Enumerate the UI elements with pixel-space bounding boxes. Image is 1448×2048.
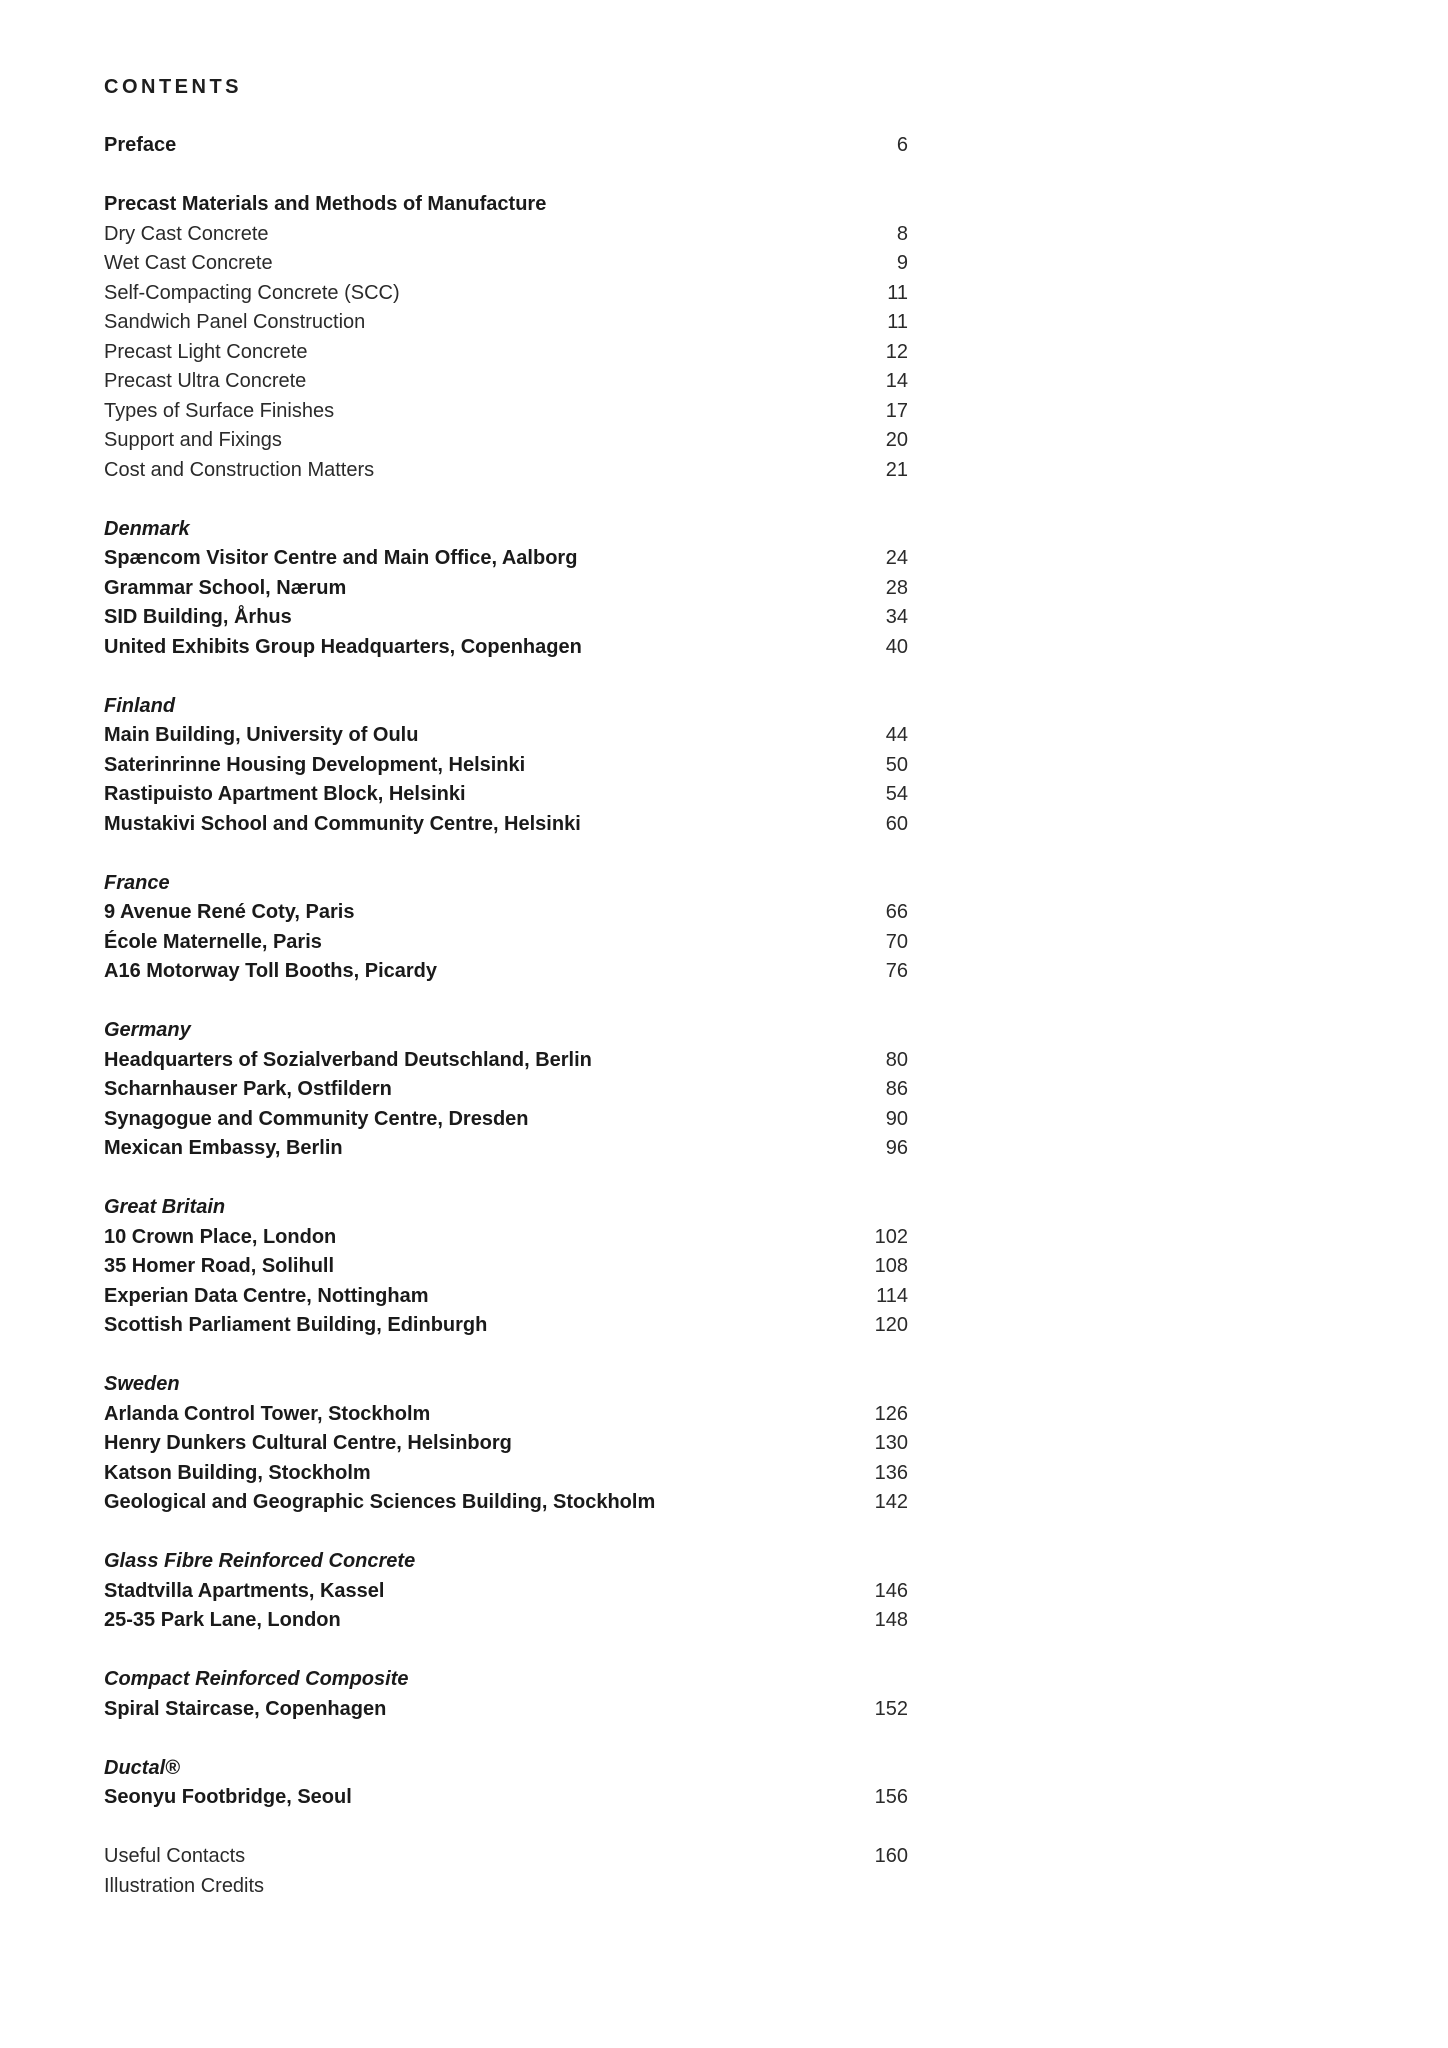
toc-section-heading xyxy=(104,1370,908,1400)
toc-entry-title: Precast Light Concrete xyxy=(104,340,308,363)
toc-entry-title: Support and Fixings xyxy=(104,429,282,451)
toc-entry xyxy=(104,603,908,633)
toc-entry-title: 25-35 Park Lane, London xyxy=(104,1609,341,1631)
toc-entry-title: A16 Motorway Toll Booths, Picardy xyxy=(104,960,438,982)
toc-page-number: 6 xyxy=(896,134,908,156)
toc-section-heading xyxy=(104,515,908,545)
toc-section-heading xyxy=(104,1016,908,1046)
toc-entry-title: Useful Contacts xyxy=(104,1845,246,1867)
toc-entry-title: Spiral Staircase, Copenhagen xyxy=(104,1697,387,1720)
toc-entry-title: Precast Materials and Methods of Manufacture xyxy=(104,193,547,215)
toc-page-number: 40 xyxy=(885,635,908,658)
toc-entry-title: Illustration Credits xyxy=(104,1874,265,1897)
toc-page-number: 152 xyxy=(874,1697,908,1720)
toc-page-number: 60 xyxy=(885,812,908,835)
toc-entry-title: Headquarters of Sozialverband Deutschland, Berlin xyxy=(104,1048,592,1071)
toc-entry-title: Great Britain xyxy=(104,1196,226,1218)
toc-page-number: 24 xyxy=(885,547,908,569)
toc-page-number: 160 xyxy=(874,1845,908,1867)
toc-entry xyxy=(104,1282,908,1312)
toc-page-number: 102 xyxy=(874,1225,908,1248)
toc-section-heading xyxy=(104,869,908,899)
toc-entry-title: Precast Ultra Concrete xyxy=(104,370,307,392)
toc-entry xyxy=(104,1842,908,1872)
toc-entry-title: Scottish Parliament Building, Edinburgh xyxy=(104,1314,488,1336)
toc-page-number: 126 xyxy=(874,1402,908,1425)
toc-page-number: 156 xyxy=(874,1786,908,1808)
toc-entry xyxy=(104,1459,908,1489)
toc-entry xyxy=(104,279,908,309)
toc-entry-title: Mexican Embassy, Berlin xyxy=(104,1137,343,1159)
toc-page-number: 146 xyxy=(874,1579,908,1602)
toc-entry xyxy=(104,338,908,368)
toc-page-number: 70 xyxy=(885,930,908,953)
toc-entry xyxy=(104,426,908,456)
toc-entry-title: Experian Data Centre, Nottingham xyxy=(104,1284,429,1307)
toc-entry-title: Finland xyxy=(104,694,176,717)
toc-page-number: 14 xyxy=(885,370,908,392)
toc-entry-title: Saterinrinne Housing Development, Helsinki xyxy=(104,753,526,776)
toc-entry-title: Stadtvilla Apartments, Kassel xyxy=(104,1579,385,1602)
toc-entry-title: Arlanda Control Tower, Stockholm xyxy=(104,1402,431,1425)
toc-entry-title: Grammar School, Nærum xyxy=(104,576,347,599)
toc-entry xyxy=(104,1311,908,1341)
toc-page-number: 108 xyxy=(874,1255,908,1277)
toc-entry xyxy=(104,1252,908,1282)
toc-page-number: 17 xyxy=(885,399,908,422)
toc-page-number: 136 xyxy=(874,1461,908,1484)
toc-page-number: 54 xyxy=(885,783,908,805)
toc-entry-title: Spæncom Visitor Centre and Main Office, Aalborg xyxy=(104,547,578,569)
toc-entry xyxy=(104,1400,908,1430)
toc-entry xyxy=(104,957,908,987)
toc-entry xyxy=(104,190,908,220)
toc-entry xyxy=(104,1488,908,1518)
toc-entry xyxy=(104,1783,908,1813)
toc-entry xyxy=(104,1872,908,1902)
toc-page-number: 9 xyxy=(896,252,908,274)
toc-entry xyxy=(104,1429,908,1459)
toc-entry-title: Wet Cast Concrete xyxy=(104,252,273,274)
toc-entry xyxy=(104,1134,908,1164)
toc-entry-title: Cost and Construction Matters xyxy=(104,458,375,481)
toc-entry-title: Self-Compacting Concrete (SCC) xyxy=(104,281,400,304)
toc-entry-title: Dry Cast Concrete xyxy=(104,222,269,245)
toc-entry xyxy=(104,1046,908,1076)
toc-entry-title: 9 Avenue René Coty, Paris xyxy=(104,901,355,923)
toc-page-number: 96 xyxy=(885,1137,908,1159)
toc-page-number: 76 xyxy=(885,960,908,982)
toc-entry xyxy=(104,1223,908,1253)
toc-page-number: 50 xyxy=(885,753,908,776)
toc-entry-title: Sweden xyxy=(104,1373,180,1395)
toc-page-number: 86 xyxy=(885,1078,908,1100)
toc-page-number: 12 xyxy=(885,340,908,363)
toc-entry-title: Katson Building, Stockholm xyxy=(104,1461,371,1484)
toc-entry-title: Types of Surface Finishes xyxy=(104,399,335,422)
toc-entry-title: Glass Fibre Reinforced Concrete xyxy=(104,1550,416,1572)
toc-section-heading xyxy=(104,692,908,722)
toc-entry-title: École Maternelle, Paris xyxy=(104,930,322,953)
toc-entry xyxy=(104,308,908,338)
toc-entry xyxy=(104,131,908,161)
toc-page-number: 11 xyxy=(887,311,908,333)
toc-entry xyxy=(104,780,908,810)
toc-entry xyxy=(104,1606,908,1636)
toc-entry xyxy=(104,1075,908,1105)
toc-entry-title: United Exhibits Group Headquarters, Copenhagen xyxy=(104,635,582,658)
toc-page-number: 11 xyxy=(887,281,908,304)
toc-section-heading xyxy=(104,1754,908,1784)
toc-section-heading xyxy=(104,1665,908,1695)
toc-entry-title: Ductal® xyxy=(104,1756,180,1779)
toc-entry-title: France xyxy=(104,871,170,894)
toc-entry xyxy=(104,249,908,279)
toc-section-heading xyxy=(104,1193,908,1223)
toc-entry-title: 10 Crown Place, London xyxy=(104,1225,337,1248)
toc-page-number: 44 xyxy=(885,724,908,746)
toc-entry xyxy=(104,574,908,604)
toc-entry-title: Sandwich Panel Construction xyxy=(104,311,366,333)
toc-entry xyxy=(104,810,908,840)
toc-page-number: 21 xyxy=(885,458,908,481)
toc-entry-title: Denmark xyxy=(104,517,190,540)
toc-entry xyxy=(104,1577,908,1607)
toc-entry xyxy=(104,633,908,663)
toc-entry xyxy=(104,544,908,574)
toc-page-number: 148 xyxy=(874,1609,908,1631)
toc-page-number: 120 xyxy=(874,1314,908,1336)
toc-entry-title: Germany xyxy=(104,1019,191,1041)
toc-entry-title: Compact Reinforced Composite xyxy=(104,1668,409,1690)
toc-entry-title: Rastipuisto Apartment Block, Helsinki xyxy=(104,783,466,805)
toc-entry xyxy=(104,397,908,427)
toc-entry xyxy=(104,456,908,486)
toc-page-number: 34 xyxy=(885,606,908,628)
toc-entry xyxy=(104,721,908,751)
page-title: CONTENTS xyxy=(104,76,242,98)
toc-entry-title: SID Building, Århus xyxy=(104,606,292,628)
toc-page-number: 8 xyxy=(896,222,908,245)
toc-entry xyxy=(104,220,908,250)
toc-list xyxy=(104,131,908,1901)
toc-entry-title: Scharnhauser Park, Ostfildern xyxy=(104,1078,392,1100)
toc-entry xyxy=(104,898,908,928)
toc-entry-title: Geological and Geographic Sciences Building, Stockholm xyxy=(104,1491,656,1513)
toc-entry xyxy=(104,751,908,781)
toc-page-number: 28 xyxy=(885,576,908,599)
toc-entry xyxy=(104,928,908,958)
toc-page-number: 80 xyxy=(885,1048,908,1071)
toc-page-number: 130 xyxy=(874,1432,908,1454)
toc-entry-title: 35 Homer Road, Solihull xyxy=(104,1255,335,1277)
toc-entry xyxy=(104,1695,908,1725)
toc-entry-title: Mustakivi School and Community Centre, Helsinki xyxy=(104,812,581,835)
toc-page-number: 142 xyxy=(874,1491,908,1513)
toc-page-number: 114 xyxy=(876,1284,908,1307)
contents-page xyxy=(104,72,908,1901)
toc-entry-title: Synagogue and Community Centre, Dresden xyxy=(104,1107,529,1130)
toc-entry xyxy=(104,367,908,397)
toc-section-heading xyxy=(104,1547,908,1577)
toc-entry-title: Preface xyxy=(104,134,177,156)
toc-entry-title: Main Building, University of Oulu xyxy=(104,724,419,746)
toc-entry-title: Seonyu Footbridge, Seoul xyxy=(104,1786,352,1808)
toc-entry xyxy=(104,1105,908,1135)
toc-page-number: 90 xyxy=(885,1107,908,1130)
toc-page-number: 66 xyxy=(885,901,908,923)
toc-page-number: 20 xyxy=(885,429,908,451)
toc-entry-title: Henry Dunkers Cultural Centre, Helsinborg xyxy=(104,1432,512,1454)
